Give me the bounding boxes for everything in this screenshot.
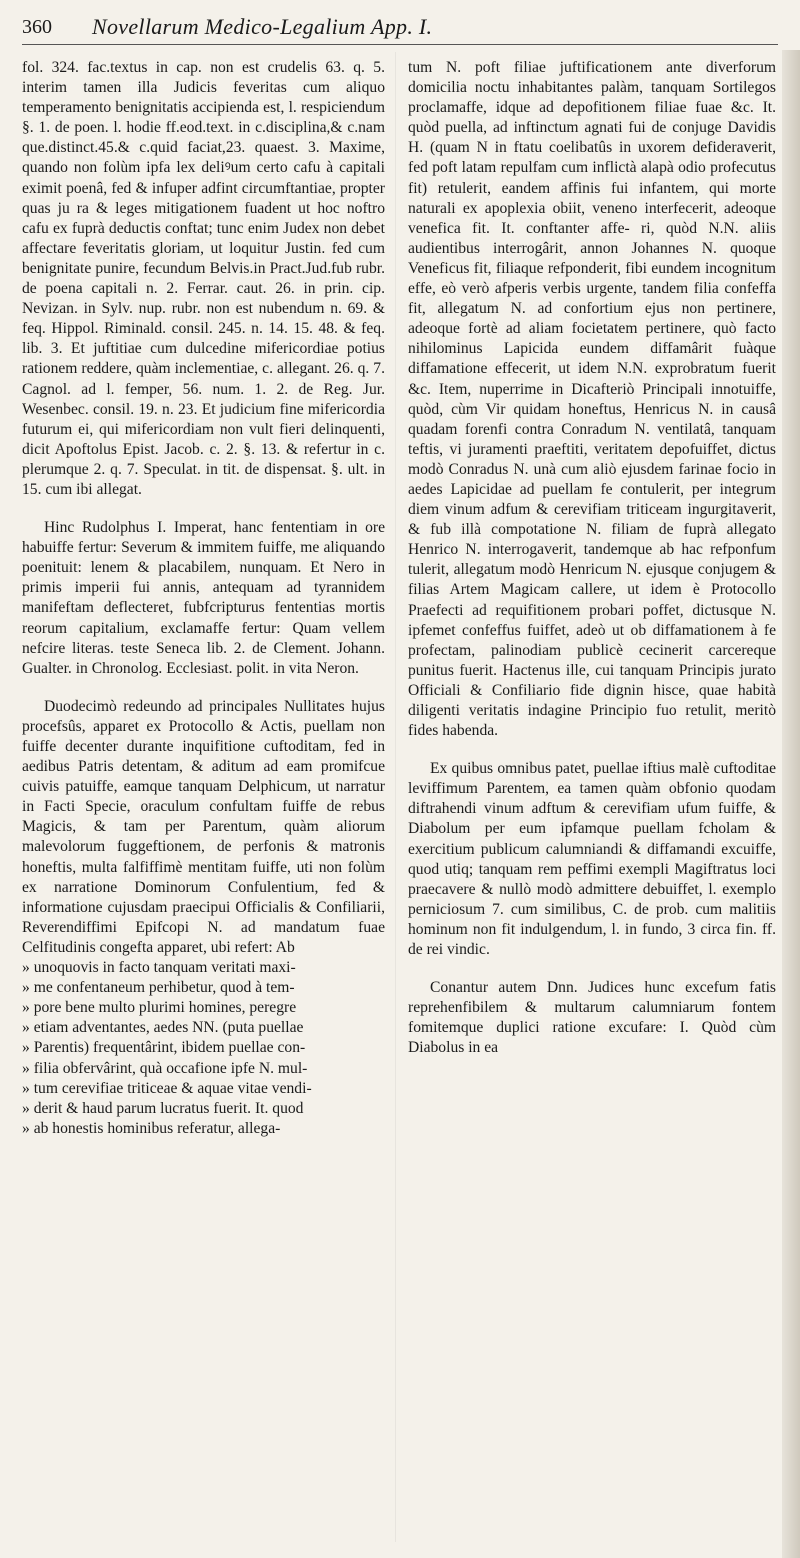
quote-line: » unoquovis in facto tanquam veritati maxi- bbox=[22, 959, 296, 977]
quote-line: » ab honestis hominibus referatur, allega- bbox=[22, 1119, 281, 1137]
quote-line: » filia obfervârint, quà occafione ipfe N. mul- bbox=[22, 1059, 308, 1077]
page-header bbox=[22, 10, 782, 46]
paragraph-right-1: tum N. poft filiae juftificationem ante diverforum domicilia noctu inhabitantes palàm, tanquam Sortilegos proclamaffe, idque ad depofitionem filiae fuae &c. It. quòd puella, ad inftinctum agnati fui de conjuge Davidis H. (quam N in ftatu coelibatûs in uxorem defideraverit, fed poft latam repulfam cum inflictà alapà odio profecutus fit) retulerit, eandem affinis fui infantem, qui morte naturali ex apoplexia obiit, veneno interfecerit, adeoque venefica fit. It. conftanter affe- ri, quòd N.N. aliis audientibus interrogârit, annon Johannes N. quoque Veneficus fit, filiaque refponderit, fibi eundem incognitum effe, eò verò afperis verbis urgente, tandem filia confeffa fit, allegatum N. ad confortium ejus non pertinere, adeoque fortè ad aliam focietatem pertinere, quò facto nihilominus Lapicida eundem diffamârit fuàque diffamatione effecerit, ut idem N.N. exprobratum fuerit &c. Item, nuperrime in Dicafteriò Principali innotuiffe, quòd, cùm Vir quidam honeftus, Henricus N. in causâ quadam forenfi contra Conradum N. ventilatâ, tanquam teftis, vi juramenti praeftiti, veritatem depofuiffet, dictus modò Conradus N. unà cum aliò ejusdem farinae focio in aedes Lapicidae ad puellam fe contulerit, per integrum diem vinum adfum & cerevifiam triticeam ingurgitaverit, & fub illà compotatione N. filiam de fuprà allegato Henrico N. interrogaverit, tandemque ab hac refponfum tulerit, allegatum modò Henricum N. ejusque conjugem & filias Artem Magicam callere, ut idem è Protocollo Praefecti ad requifitionem probari poffet, dictusque N. ipfemet confeffus fuiffet, adeò ut ob diffamationem à fe profectam, palinodiam publicè cecinerit carcereque punitus fuerit. Hactenus ille, cui tanquam Principis jurato Officiali & Confiliario fide dignin hisce, quae habità diligenti veritatis indagine Principio fuo retulit, meritò fides habenda. bbox=[408, 59, 776, 740]
quote-line: » derit & haud parum lucratus fuerit. It. quod bbox=[22, 1099, 304, 1117]
quote-line: » etiam adventantes, aedes NN. (puta puellae bbox=[22, 1019, 304, 1037]
page-number: 360 bbox=[22, 16, 52, 38]
paragraph-right-3: Conantur autem Dnn. Judices hunc excefum fatis reprehenfibilem & multarum calumniarum fontem fomitemque duplici ratione excufare: I. Quòd cùm Diabolus in ea bbox=[408, 979, 776, 1057]
paragraph-right-2: Ex quibus omnibus patet, puellae iftius malè cuftoditae leviffimum Parentem, ea tamen quàm obfonio quodam diftrahendi vinum adftum & cerevifiam ufum fuiffe, & Diabolum per eum ipfamque puellam fcholam & exercitium publicum calumniandi & diffamandi excuiffe, quod utiq; tanquam rem peffimi exempli Magiftratus loci praecavere & nullò modò admittere debuiffet, l. exemplo perniciosum 7. cum similibus, C. de prob. cum malitiis hominum non fit indulgendum, l. in fundo, 3 circa fin. ff. de rei vindic. bbox=[408, 760, 776, 959]
header-rule bbox=[22, 44, 778, 45]
left-column bbox=[22, 58, 385, 1139]
running-title: Novellarum Medico-Legalium App. I. bbox=[92, 14, 433, 39]
quote-line: » me confentaneum perhibetur, quod à tem- bbox=[22, 979, 295, 997]
quote-line: » Parentis) frequentârint, ibidem puellae con- bbox=[22, 1039, 306, 1057]
page-edge-shadow bbox=[782, 50, 800, 1558]
paragraph-left-2: Hinc Rudolphus I. Imperat, hanc fententiam in ore habuiffe fertur: Severum & immitem fuiffe, me aliquando poenituit: lenem & placabilem, nunquam. Et Nero in primis imperii fui annis, antequam ad tyrannidem manifeftam deflecteret, fubfcripturus fententias mortis reorum capitalium, exclamaffe fertur: Quam vellem nefcire literas. teste Seneca lib. 2. de Clement. Johann. Gualter. in Chronolog. Ecclesiast. polit. in vita Neron. bbox=[22, 519, 385, 677]
quote-line: » tum cerevifiae triticeae & aquae vitae vendi- bbox=[22, 1079, 312, 1097]
quote-line: » pore bene multo plurimi homines, peregre bbox=[22, 999, 297, 1017]
paragraph-left-1: fol. 324. fac.textus in cap. non est crudelis 63. q. 5. interim tamen illa Judicis feveritas cum aliquo temperamento benignitatis accipienda est, l. respiciendum §. 1. de poen. l. hodie ff.eod.text. in c.disciplina,& c.nam que.distinct.45.& c.quid faciat,23. quaest. 3. Maxime, quando non folùm ipfa lex deliꝰum certo cafu à capitali eximit poenâ, fed & infuper adfint circumftantiae, propter quas ju ra & leges mitigationem fuadent ut hoc noftro cafu ex fuprà deductis conftat; tunc enim Judex non debet affectare feveritatis gloriam, ut loquitur Justin. fed cum benignitate punire, fecundum Belvis.in Pract.Jud.fub rubr. de poena capitali n. 2. Ferrar. caut. 26. in prin. cip. Nevizan. in Sylv. nup. rubr. non est nubendum n. 69. & feq. Hippol. Riminald. consil. 245. n. 14. 15. 48. & feq. lib. 3. Et juftitiae cum dulcedine mifericordiae potius rationem reddere, quàm inclementiae, c. allegant. 26. q. 7. Cagnol. ad l. femper, 56. num. 1. 2. de Reg. Jur. Wesenbec. consil. 19. n. 23. Et judicium fine mifericordia futurum ei, qui mifericordiam non vult fieri delinquenti, dicit Apoftolus Epist. Jacob. c. 2. §. 13. & refertur in c. plerumque 2. q. 7. Speculat. in tit. de dispensat. §. ult. in 15. cum ibi allegat. bbox=[22, 59, 385, 498]
column-divider bbox=[395, 52, 396, 1542]
right-column bbox=[408, 58, 776, 1059]
paragraph-left-3: Duodecimò redeundo ad principales Nullitates hujus procefsûs, apparet ex Protocollo & Actis, puellam non fuiffe decenter durante inquifitione cuftoditam, fed in aedibus Patris detentam, & aditum ad eam promifcue cuivis patuiffe, eamque tanquam Delphicum, ut narratur in Facti Specie, oraculum confultam fuiffe de rebus Magicis, & tam per Parentum, quàm aliorum malevolorum fuggeftionem, de perfonis & matronis honeftis, multa falfiffimè mentitam fuiffe, uti non folùm ex narratione Dominorum Confulentium, fed & informatione cujusdam praecipui Officialis & Confiliarii, Reverendiffimi Epifcopi N. ad mandatum fuae Celfitudinis congefta apparet, ubi refert: Ab bbox=[22, 697, 385, 956]
